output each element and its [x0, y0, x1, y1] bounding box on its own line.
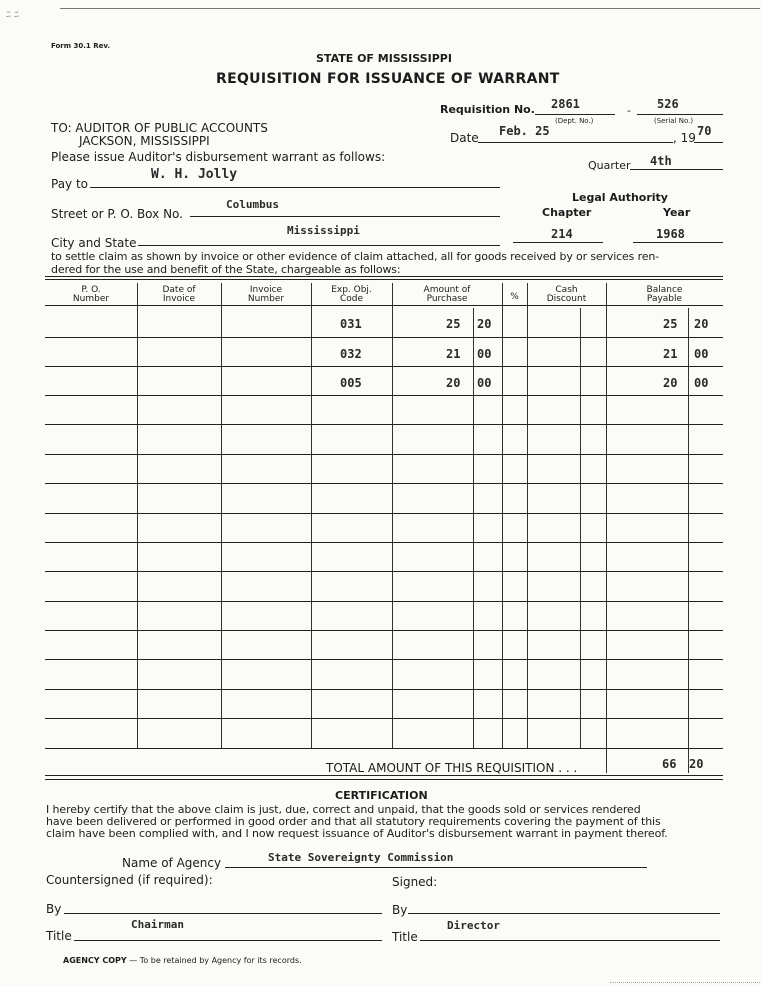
col-divider	[137, 283, 138, 749]
year-suffix: 70	[697, 124, 712, 138]
row-line	[45, 395, 723, 396]
footer-rest: — To be retained by Agency for its records.	[126, 956, 302, 965]
chapter-label: Chapter	[542, 206, 592, 219]
form-number: Form 30.1 Rev.	[51, 42, 110, 50]
amount-cents: 00	[477, 376, 492, 390]
year-prefix: , 19	[673, 131, 696, 145]
header-invoice-1: Invoice	[249, 285, 283, 295]
legal-authority-label: Legal Authority	[572, 191, 668, 204]
total-dollars: 66	[662, 757, 677, 771]
exp-code: 031	[340, 317, 362, 331]
city-line	[138, 245, 500, 246]
balance-dollars: 20	[663, 376, 678, 390]
row-line	[45, 337, 723, 338]
state-title: STATE OF MISSISSIPPI	[316, 52, 452, 65]
footer-note	[63, 956, 302, 965]
certification-title: CERTIFICATION	[335, 789, 428, 802]
dept-number: 2861	[551, 97, 580, 111]
address-line-1: TO: AUDITOR OF PUBLIC ACCOUNTS	[51, 121, 268, 135]
row-line	[45, 601, 723, 602]
header-po-1: P. O.	[81, 285, 101, 295]
certification-line-1: I hereby certify that the above claim is just, due, correct and unpaid, that the goods sold or services rendered	[46, 803, 641, 816]
header-balance-2: Payable	[646, 294, 683, 304]
left-by-label: By	[46, 902, 62, 916]
left-by-line	[64, 913, 382, 914]
amount-cents: 20	[477, 317, 492, 331]
header-date-2: Invoice	[162, 294, 196, 304]
chapter-line	[513, 242, 603, 243]
countersigned-label: Countersigned (if required):	[46, 873, 213, 887]
serial-number-line	[637, 114, 723, 115]
agency-line	[225, 867, 647, 868]
street-label: Street or P. O. Box No.	[51, 207, 183, 221]
amount-cents: 00	[477, 347, 492, 361]
balance-dollars: 25	[663, 317, 678, 331]
table-bottom-border-inner	[45, 779, 723, 780]
right-by-line	[408, 913, 720, 914]
row-line	[45, 454, 723, 455]
pay-to-value: W. H. Jolly	[151, 167, 238, 182]
right-title-label: Title	[392, 930, 418, 944]
right-title-line	[420, 940, 720, 941]
pay-to-line	[90, 187, 500, 188]
serial-caption: (Serial No.)	[654, 117, 694, 125]
address-line-2: JACKSON, MISSISSIPPI	[79, 134, 210, 148]
table-top-border	[45, 276, 723, 277]
col-divider	[311, 283, 312, 749]
amount-dollars: 20	[446, 376, 461, 390]
amount-dollars: 21	[446, 347, 461, 361]
city-label: City and State	[51, 236, 137, 250]
date-label: Date	[450, 131, 479, 145]
left-title-line	[74, 940, 382, 941]
pay-to-label: Pay to	[51, 177, 89, 191]
certification-line-3: claim have been complied with, and I now request issuance of Auditor's disbursement warrant in payment thereof.	[46, 827, 668, 840]
requisition-label: Requisition No.	[440, 103, 535, 116]
bottom-edge-dots	[610, 982, 760, 983]
year-line	[694, 142, 723, 143]
footer-bold: AGENCY COPY	[63, 956, 127, 965]
header-cash-1: Cash	[555, 285, 578, 295]
legal-year-line	[633, 242, 723, 243]
quarter-line	[630, 169, 723, 170]
header-exp-1: Exp. Obj.	[331, 285, 372, 295]
total-label: TOTAL AMOUNT OF THIS REQUISITION . . .	[326, 761, 578, 775]
certification-line-2: have been delivered or performed in good order and that all statutory requirements covering the payment of this	[46, 815, 661, 828]
amount-dollars: 25	[446, 317, 461, 331]
table-top-border-inner	[45, 279, 723, 280]
row-line	[45, 748, 723, 749]
quarter-value: 4th	[650, 154, 672, 168]
header-bottom-line	[45, 305, 723, 306]
balance-cents: 00	[694, 376, 709, 390]
row-line	[45, 571, 723, 572]
settle-text-1: to settle claim as shown by invoice or other evidence of claim attached, all for goods received by or services ren-	[51, 250, 659, 263]
row-line	[45, 630, 723, 631]
balance-cents: 00	[694, 347, 709, 361]
balance-dollars: 21	[663, 347, 678, 361]
right-by-label: By	[392, 903, 408, 917]
col-divider-cents	[688, 308, 689, 773]
col-divider	[392, 283, 393, 749]
row-line	[45, 718, 723, 719]
exp-code: 005	[340, 376, 362, 390]
quarter-label: Quarter	[588, 159, 631, 172]
col-divider	[527, 283, 528, 749]
col-divider	[502, 283, 503, 749]
year-label: Year	[663, 206, 691, 219]
main-title: REQUISITION FOR ISSUANCE OF WARRANT	[216, 71, 560, 87]
header-balance-1: Balance	[646, 285, 683, 295]
col-divider-cents	[473, 308, 474, 749]
dept-caption: (Dept. No.)	[555, 117, 594, 125]
top-edge-line	[60, 8, 760, 9]
header-amount-2: Purchase	[426, 294, 468, 304]
stray-marks: ﾆ ﾆ	[6, 10, 20, 21]
signed-label: Signed:	[392, 875, 438, 889]
street-line	[190, 216, 500, 217]
header-cash-2: Discount	[546, 294, 587, 304]
requisition-separator: -	[627, 104, 631, 117]
row-line	[45, 513, 723, 514]
row-line	[45, 424, 723, 425]
row-line	[45, 542, 723, 543]
settle-text-2: dered for the use and benefit of the State, chargeable as follows:	[51, 263, 401, 276]
instruction-text: Please issue Auditor's disbursement warrant as follows:	[51, 150, 386, 164]
date-value: Feb. 25	[499, 124, 550, 138]
agency-label: Name of Agency	[122, 856, 222, 870]
col-divider	[221, 283, 222, 749]
serial-number: 526	[657, 97, 679, 111]
table-bottom-border	[45, 775, 723, 776]
header-date-1: Date of	[162, 285, 196, 295]
row-line	[45, 366, 723, 367]
col-divider-cents	[580, 308, 581, 749]
header-percent: %	[510, 292, 519, 302]
row-line	[45, 483, 723, 484]
dept-number-line	[535, 114, 615, 115]
header-invoice-2: Number	[247, 294, 285, 304]
row-line	[45, 689, 723, 690]
city-value: Mississippi	[287, 224, 360, 237]
legal-year-value: 1968	[656, 227, 685, 241]
row-line	[45, 659, 723, 660]
balance-cents: 20	[694, 317, 709, 331]
exp-code: 032	[340, 347, 362, 361]
total-cents: 20	[689, 757, 704, 771]
header-exp-2: Code	[339, 294, 364, 304]
header-amount-1: Amount of	[423, 285, 471, 295]
date-line	[478, 142, 673, 143]
chapter-value: 214	[551, 227, 573, 241]
left-title-value: Chairman	[131, 918, 184, 931]
header-po-2: Number	[72, 294, 110, 304]
agency-value: State Sovereignty Commission	[268, 851, 454, 864]
left-title-label: Title	[46, 929, 72, 943]
right-title-value: Director	[447, 919, 500, 932]
col-divider	[606, 283, 607, 773]
street-value: Columbus	[226, 198, 279, 211]
